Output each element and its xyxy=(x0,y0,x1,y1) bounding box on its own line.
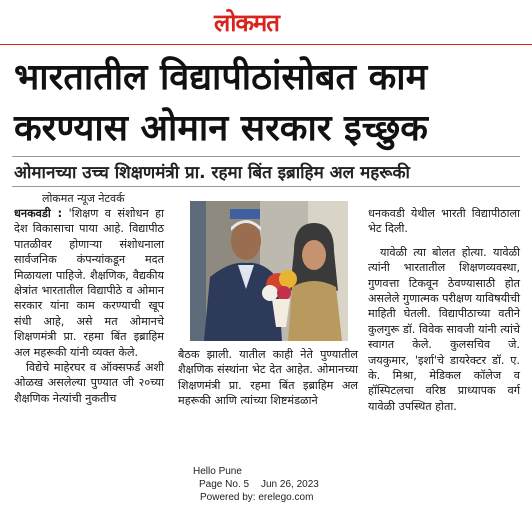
publication-date: Jun 26, 2023 xyxy=(261,479,319,490)
article-headline: भारतातील विद्यापीठांसोबत काम करण्यास ओमान सरकार इच्छुक xyxy=(14,57,428,149)
edition-label: Hello Pune xyxy=(193,466,242,477)
article-photo xyxy=(190,201,348,341)
masthead xyxy=(0,0,532,46)
article-column-1 xyxy=(14,206,164,406)
dateline: धनकवडी : xyxy=(14,207,63,220)
page-number: Page No. 5 xyxy=(199,479,250,490)
column-1-paragraph-1: 'शिक्षण व संशोधन हा देश विकासाचा पाया आहे. विद्यापीठ पातळीवर होणाऱ्या संशोधनाला सार्वजनिक कंपन्यांकडून मदत मिळायला पाहिजे. शैक्षणिक, वैद्यकीय क्षेत्रांत भारतातील विद्यापीठे व ओमान सरकार यांना काम करण्याची खूप संधी आहे, असे मत ओमानचे शिक्षणमंत्री प्रा. रहमा बिंत इब्राहिम अल महरूकी यांनी व्यक्त केले. xyxy=(14,207,165,359)
article-column-2: बैठक झाली. यातील काही नेते पुण्यातील शैक्षणिक संस्थांना भेट देत आहेत. ओमानच्या शिक्षणमंत्री प्रा. रहमा बिंत इब्राहिम अल महरूकी आणि त्यांच्या शिष्टमंडळाने xyxy=(178,348,358,408)
article-column-3 xyxy=(368,206,520,414)
column-3-paragraph-1: धनकवडी येथील भारती विद्यापीठाला भेट दिली. xyxy=(368,207,520,236)
column-1-paragraph-2: विद्येचे माहेरघर व ऑक्सफर्ड अशी ओळख असलेल्या पुण्यात जी २०च्या शैक्षणिक नेत्यांची नुकतीच xyxy=(14,361,164,405)
byline: लोकमत न्यूज नेटवर्क xyxy=(42,192,125,205)
masthead-divider xyxy=(0,44,532,45)
headline-divider xyxy=(12,156,520,157)
article-subheadline: ओमानच्या उच्च शिक्षणमंत्री प्रा. रहमा बिंत इब्राहिम अल महरूकी xyxy=(14,163,410,183)
newspaper-logo: लोकमत xyxy=(214,9,279,37)
photo-illustration xyxy=(190,201,348,341)
powered-by-link[interactable]: Powered by: erelego.com xyxy=(200,492,314,503)
subheadline-divider xyxy=(12,186,520,187)
column-3-paragraph-2: यावेळी त्या बोलत होत्या. यावेळी त्यांनी भारतातील शिक्षणव्यवस्था, गुणवत्ता टिकवून ठेवण्यासाठी होत असलेले गुणात्मक परीक्षण याविषयीची माहिती घेतली. विद्यापीठाच्या वतीने कुलगुरू डॉ. विवेक सावजी यांनी त्यांचे स्वागत केले. कुलसचिव जे. जयकुमार, 'इर्शा'चे डायरेक्टर डॉ. ए. के. मिश्रा, मेडिकल कॉलेज व हॉस्पिटलचा वरिष्ठ प्राध्यापक वर्ग यावेळी उपस्थित होता. xyxy=(368,245,520,413)
